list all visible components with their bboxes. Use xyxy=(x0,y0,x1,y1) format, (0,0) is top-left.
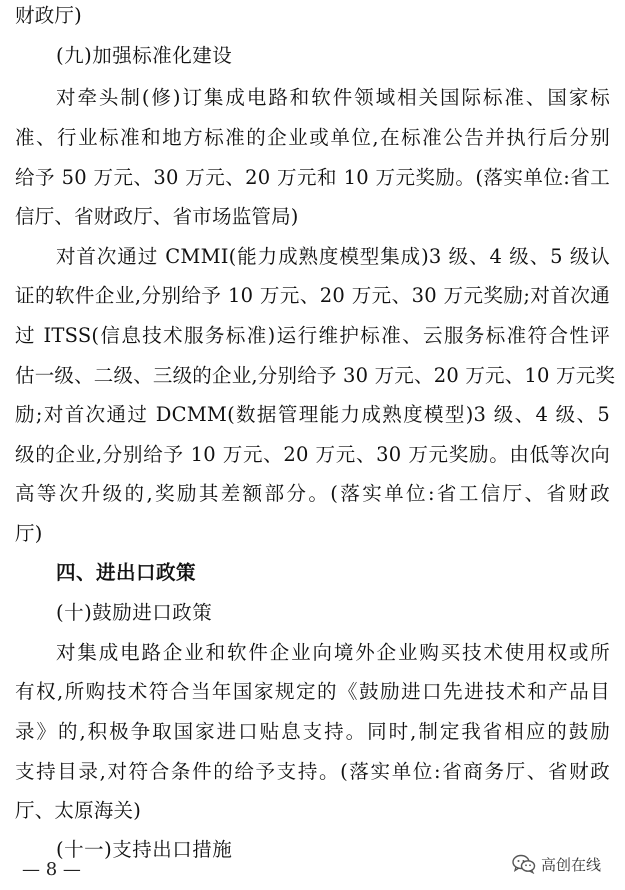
text-line: 级的企业,分别给予 10 万元、20 万元、30 万元奖励。由低等次向 xyxy=(15,443,610,466)
text-line: 信厅、省财政厅、省市场监管局) xyxy=(15,205,299,228)
watermark xyxy=(512,851,601,877)
text-line: 厅、太原海关) xyxy=(15,799,142,822)
wechat-icon xyxy=(512,854,536,874)
text-line: 励;对首次通过 DCMM(数据管理能力成熟度模型)3 级、4 级、5 xyxy=(15,403,610,426)
text-line: 对牵头制(修)订集成电路和软件领域相关国际标准、国家标 xyxy=(56,86,610,109)
text-line: 对集成电路企业和软件企业向境外企业购买技术使用权或所 xyxy=(56,641,610,664)
watermark-text: 高创在线 xyxy=(541,855,602,874)
text-line: 录》的,积极争取国家进口贴息支持。同时,制定我省相应的鼓励 xyxy=(15,720,610,743)
text-line: 厅) xyxy=(15,522,43,545)
text-line: 给予 50 万元、30 万元、20 万元和 10 万元奖励。(落实单位:省工 xyxy=(15,166,610,189)
section-subheading: (九)加强标准化建设 xyxy=(56,44,233,67)
text-line: 估一级、二级、三级的企业,分别给予 30 万元、20 万元、10 万元奖 xyxy=(15,364,616,387)
text-line: 有权,所购技术符合当年国家规定的《鼓励进口先进技术和产品目 xyxy=(15,680,610,703)
section-subheading: (十)鼓励进口政策 xyxy=(56,601,213,624)
text-line: 准、行业标准和地方标准的企业或单位,在标准公告并执行后分别 xyxy=(15,126,610,149)
section-heading: 四、进出口政策 xyxy=(56,561,197,584)
text-line: 支持目录,对符合条件的给予支持。(落实单位:省商务厅、省财政 xyxy=(15,760,610,783)
section-subheading: (十一)支持出口措施 xyxy=(56,838,233,861)
page-number: — 8 — xyxy=(22,859,81,880)
text-line: 对首次通过 CMMI(能力成熟度模型集成)3 级、4 级、5 级认 xyxy=(56,245,610,268)
text-line: 高等次升级的,奖励其差额部分。(落实单位:省工信厅、省财政 xyxy=(15,482,610,505)
text-line: 过 ITSS(信息技术服务标准)运行维护标准、云服务标准符合性评 xyxy=(15,324,610,347)
text-line: 财政厅) xyxy=(15,4,82,27)
text-line: 证的软件企业,分别给予 10 万元、20 万元、30 万元奖励;对首次通 xyxy=(15,284,610,307)
